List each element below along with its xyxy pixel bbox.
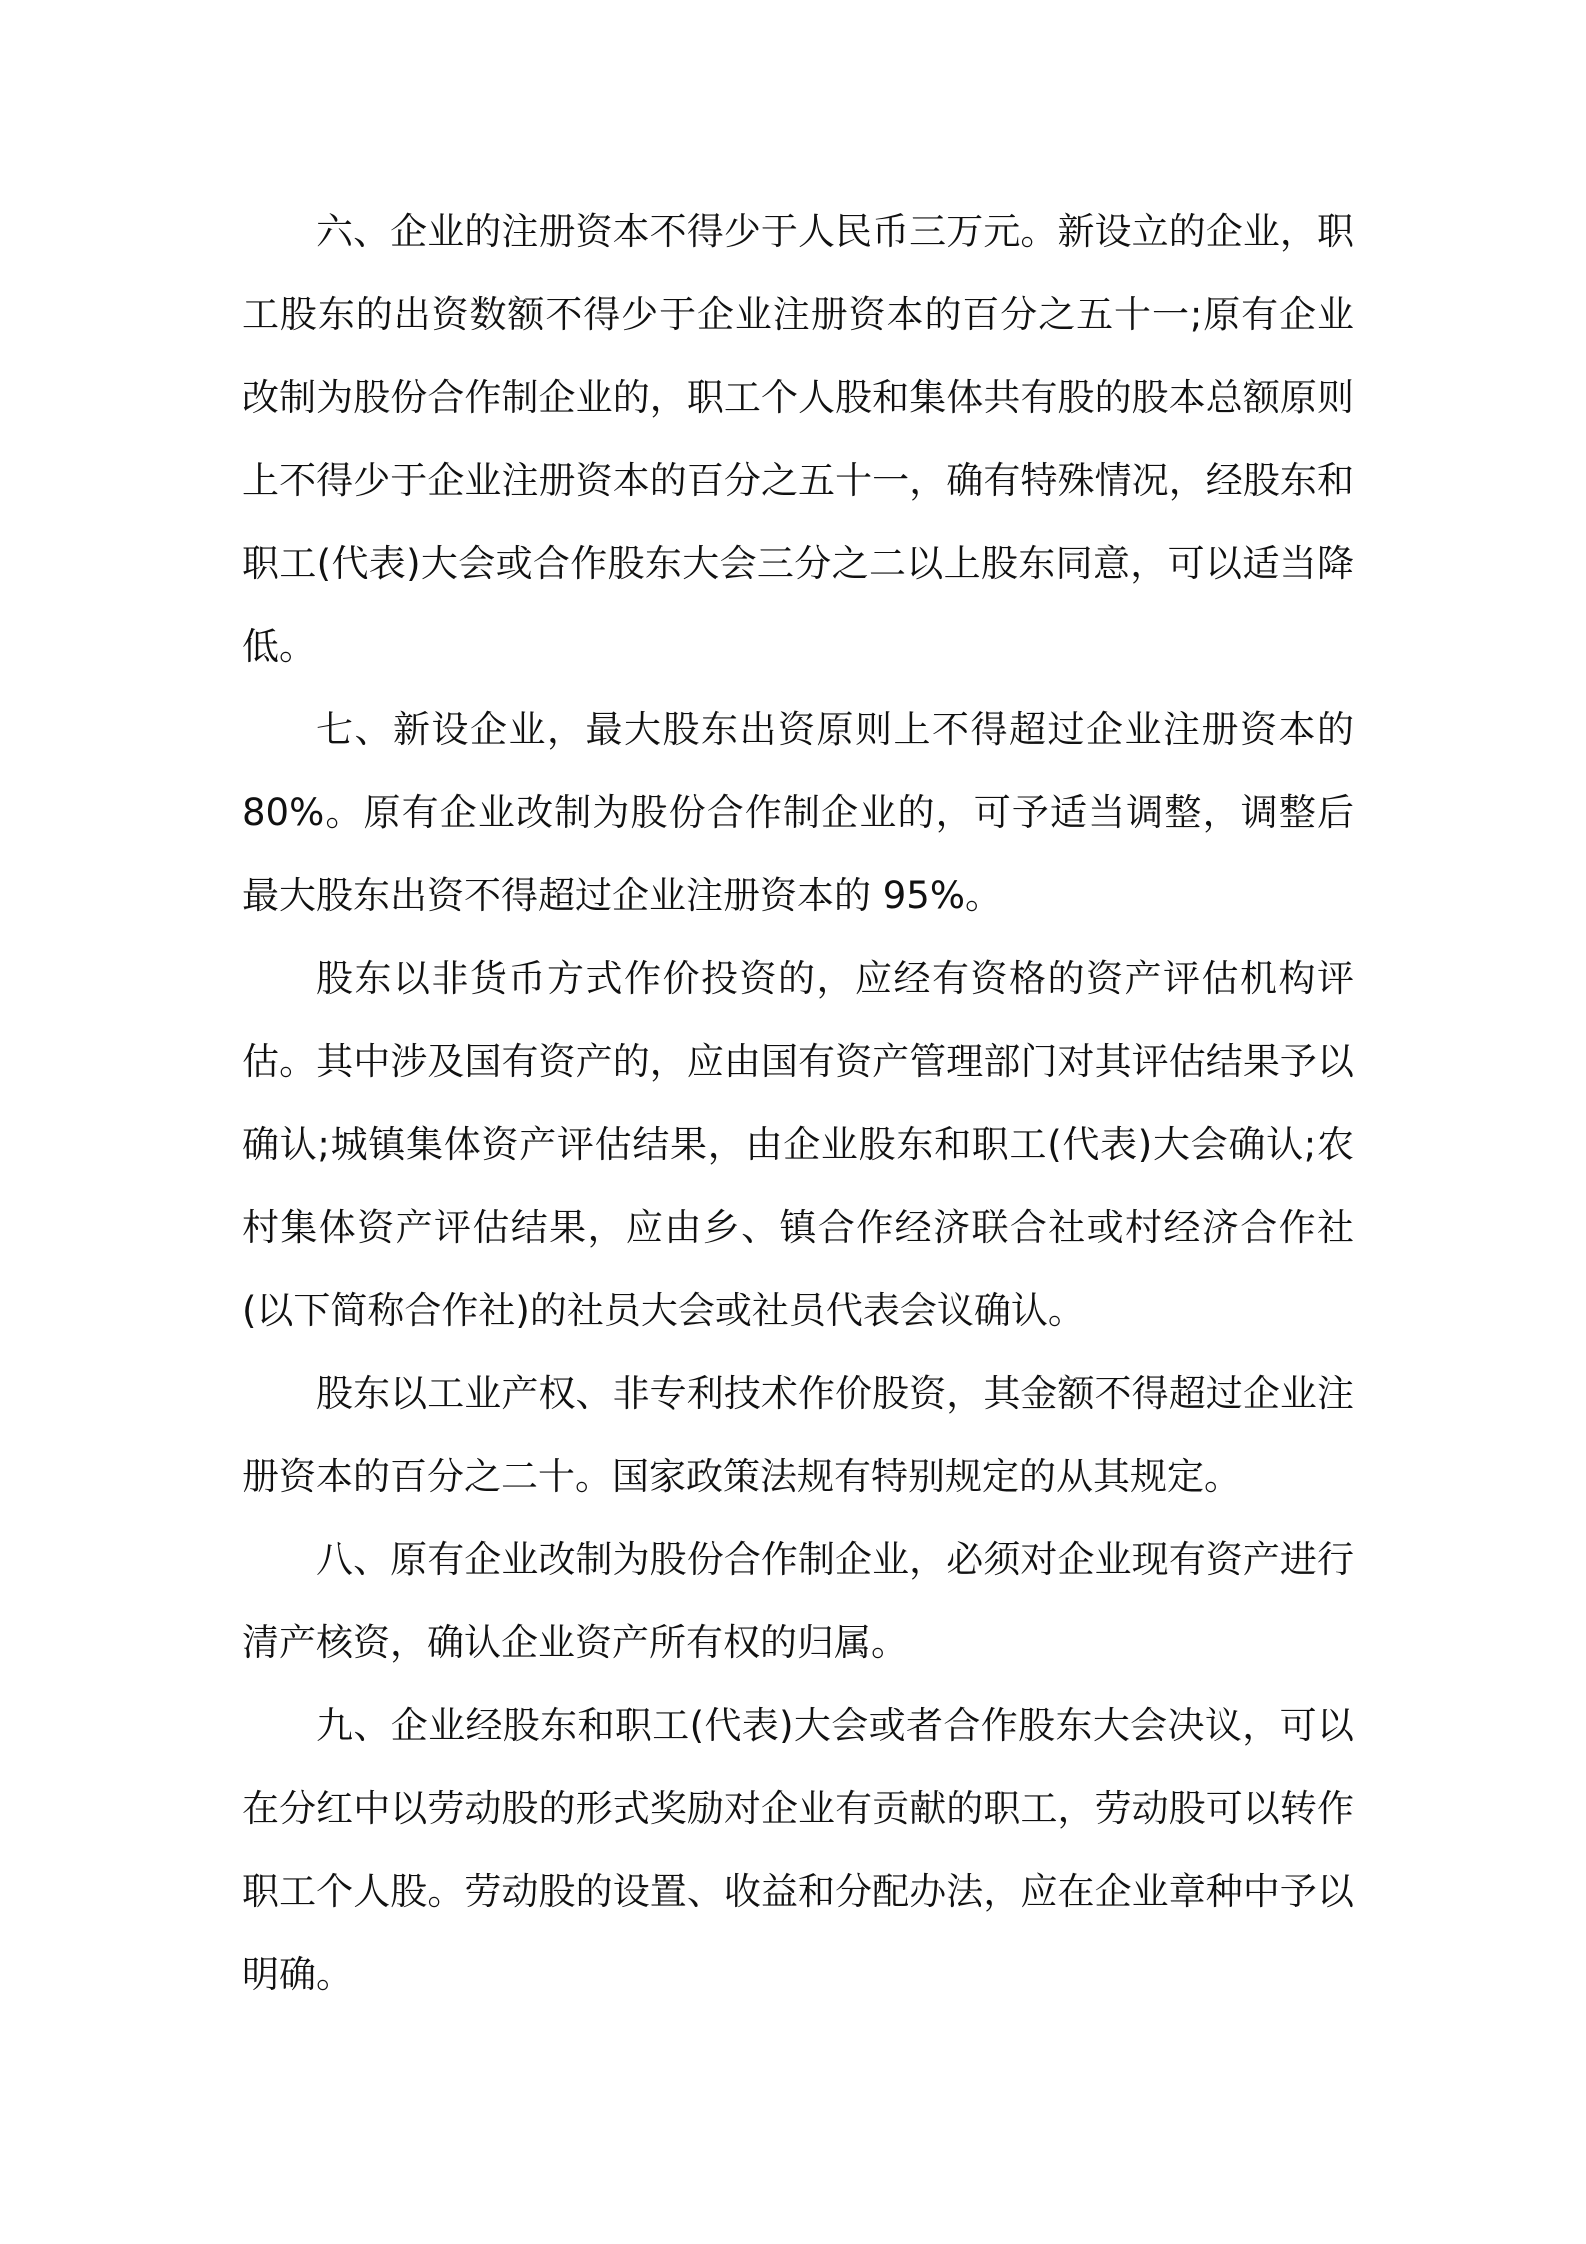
paragraph-article-8: 八、原有企业改制为股份合作制企业，必须对企业现有资产进行清产核资，确认企业资产所有权的归属。 <box>242 1538 1354 1664</box>
document-body <box>242 190 1354 2016</box>
paragraph-industrial-property: 股东以工业产权、非专利技术作价股资，其金额不得超过企业注册资本的百分之二十。国家政策法规有特别规定的从其规定。 <box>242 1372 1354 1498</box>
paragraph-article-9: 九、企业经股东和职工(代表)大会或者合作股东大会决议，可以在分红中以劳动股的形式奖励对企业有贡献的职工，劳动股可以转作职工个人股。劳动股的设置、收益和分配办法，应在企业章种中予以明确。 <box>242 1704 1354 1996</box>
paragraph-article-7: 七、新设企业，最大股东出资原则上不得超过企业注册资本的80%。原有企业改制为股份合作制企业的，可予适当调整，调整后最大股东出资不得超过企业注册资本的 95%。 <box>242 708 1354 917</box>
paragraph-article-6: 六、企业的注册资本不得少于人民币三万元。新设立的企业，职工股东的出资数额不得少于企业注册资本的百分之五十一;原有企业改制为股份合作制企业的，职工个人股和集体共有股的股本总额原则上不得少于企业注册资本的百分之五十一，确有特殊情况，经股东和职工(代表)大会或合作股东大会三分之二以上股东同意，可以适当降低。 <box>242 210 1354 668</box>
paragraph-non-monetary-investment: 股东以非货币方式作价投资的，应经有资格的资产评估机构评估。其中涉及国有资产的，应由国有资产管理部门对其评估结果予以确认;城镇集体资产评估结果，由企业股东和职工(代表)大会确认;农村集体资产评估结果，应由乡、镇合作经济联合社或村经济合作社(以下简称合作社)的社员大会或社员代表会议确认。 <box>242 957 1354 1332</box>
